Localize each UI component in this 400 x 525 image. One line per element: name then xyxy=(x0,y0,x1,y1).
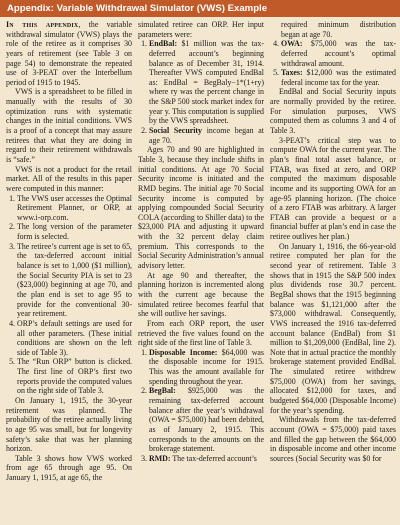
article-body xyxy=(0,17,400,483)
list-item: 5. The “Run ORP” button is clicked. The first line of ORP’s first two reports provide the computed values on the right side of Table 3. xyxy=(17,357,132,396)
item-label: Taxes: xyxy=(281,68,303,78)
column-2 xyxy=(138,20,264,483)
list-item xyxy=(281,39,396,68)
list-item xyxy=(281,68,396,87)
list-item: 4. ORP’s default settings are used for all other parameters. (These initial conditions are shown on the left side of Table 3). xyxy=(17,319,132,358)
list-item: 1. The VWS user accesses the Optimal Retirement Planner, or ORP, at www.i-orp.com. xyxy=(17,194,132,223)
paragraph: VWS is not a product for the retail market. All of the results in this paper were computed in this manner: xyxy=(6,164,132,193)
output-values-list-continued xyxy=(270,39,396,87)
item-text: $925,000 was the remaining tax-deferred account balance after the year’s withdrawal (OWA = $75,000) had been debited, as of January 2, 1915. This corresponds to the amounts on the brokerage statement. xyxy=(149,386,264,454)
list-item: 3. The retiree’s current age is set to 65, the tax-deferred account initial balance is set to 1,000 ($1 million), the Social Security PIA is set to 23 ($23,000) beginning at age 70, and the plan end is set to age 95 to provide for the conventional 30-year retirement. xyxy=(17,242,132,319)
paragraph: At age 90 and thereafter, the planning horizon is incremented along with the current age because the simulated retiree becomes fearful that she will outlive her savings. xyxy=(138,270,264,319)
paragraph: 3-PEAT’s critical step was to compute OWA for the current year. The plan’s final total asset balance, or FTAB, was fixed at zero, and ORP computed the maximum disposable income and its supporting OWA for an age-95 planning horizon. (The choice of a zero FTAB was arbitrary. A larger FTAB can provide a bequest or a financial buffer at plan’s end in case the retiree outlives her plan.) xyxy=(270,135,396,242)
paragraph: From each ORP report, the user retrieved the five values found on the right side of the first line of Table 3. xyxy=(138,318,264,348)
item-text: $64,000 was the disposable income for 1915. This was the amount available for spending throughout the year. xyxy=(149,347,264,386)
column-3 xyxy=(270,20,396,483)
intro-text: , the variable withdrawal simulator (VWS) plays the role of the retiree as it comprises 30 years of retirement (see Table 3 on page 54) to demonstrate the repeated use of 3-PEAT over the Interbellum period of 1915 to 1945. xyxy=(6,20,132,87)
list-item xyxy=(149,454,264,464)
paragraph: simulated retiree can ORP. Her input parameters were: xyxy=(138,20,264,39)
input-parameters-list xyxy=(138,39,264,145)
item-text: $1 million was the tax-deferred account’s beginning balance as of December 31, 1914. Thereafter VWS computed EndBal as: EndBal = BegBaly−1*(1+ry) where ry was the percent change in the S&P 500 stock market index for year y. This computation is supplied by the VWS spreadsheet. xyxy=(149,39,264,126)
paragraph: On January 1, 1915, the 30-year retirement was planned. The probability of the retiree actually living to age 95 was small, but for longevity safety’s sake that was her planning horizon. xyxy=(6,395,132,454)
list-item xyxy=(149,126,264,145)
item-text: required minimum distribution began at age 70. xyxy=(281,20,396,39)
paragraph: EndBal and Social Security inputs are normally provided by the retiree. For simulation purposes, VWS computed them as columns 3 and 4 of Table 3. xyxy=(270,87,396,136)
paragraph: Withdrawals from the tax-deferred account (OWA = $75,000) paid taxes and filled the gap between the $64,000 in disposable income and other income sources (Social Security was $0 for xyxy=(270,415,396,463)
list-item xyxy=(149,348,264,387)
paragraph: Table 3 shows how VWS worked from age 65 through age 95. On January 1, 1915, at age 65, the xyxy=(6,453,132,483)
item-label: BegBal: xyxy=(149,386,176,396)
paragraph: Ages 70 and 90 are highlighted in Table 3, because they include shifts in initial conditions. At age 70 Social Security income is initiated and the RMD begins. The initial age 70 Social Security income is computed by applying compounded Social Security COLA (according to Shiller data) to the $23,000 PIA and adjusting it upward with the 32 percent delay claim premium. This corresponds to the Social Security Administration’s annual advisory letter. xyxy=(138,145,264,271)
appendix-header-bar xyxy=(0,0,400,17)
paragraph: On January 1, 1916, the 66-year-old retiree computed her plan for the second year of retirement. Table 3 shows that in 1915 the S&P 500 index plus dividends rose 30.7 percent. BegBal shows that the 1915 beginning balance was $1,121,000 after the $73,000 withdrawal. Consequently, VWS increased the 1916 tax-deferred account balance (EndBal) from $1 million to $1,209,000 (EndBal, line 2). Note that in actual practice the monthly brokerage statement provided EndBal. The simulated retiree withdrew $75,000 (OWA) from her savings, allocated $12,000 for taxes, and budgeted $64,000 (Disposable Income) for the year’s spending. xyxy=(270,241,396,415)
list-item xyxy=(149,39,264,126)
paragraph: VWS is a spreadsheet to be filled in manually with the results of 30 optimization runs with systematic changes in the initial conditions. VWS is a proof of a concept that may assure retirees that what they are doing in regard to their retirement withdrawals is “safe.” xyxy=(6,87,132,164)
item-label: RMD: xyxy=(149,453,171,463)
list-item xyxy=(281,20,396,39)
item-label: EndBal: xyxy=(149,39,178,49)
item-text: $12,000 was the estimated federal income tax for the year. xyxy=(281,68,396,87)
list-item xyxy=(149,386,264,453)
appendix-title: Appendix: Variable Withdrawal Simulator (VWS) Example xyxy=(7,3,268,14)
item-text: $75,000 was the tax-deferred account’s optimal withdrawal amount. xyxy=(281,39,396,68)
output-values-list-continued xyxy=(270,20,396,39)
item-label: Social Security xyxy=(149,126,202,136)
item-text: The tax-deferred account’s xyxy=(170,453,257,463)
item-label: Disposable Income: xyxy=(149,347,218,357)
column-1 xyxy=(6,20,132,483)
list-item: 2. The long version of the parameter form is selected. xyxy=(17,222,132,241)
output-values-list xyxy=(138,348,264,464)
lead-in: In this appendix xyxy=(6,20,79,29)
steps-list xyxy=(6,194,132,396)
item-text: income began at age 70. xyxy=(149,126,264,145)
intro-paragraph xyxy=(6,20,132,87)
item-label: OWA: xyxy=(281,39,303,49)
